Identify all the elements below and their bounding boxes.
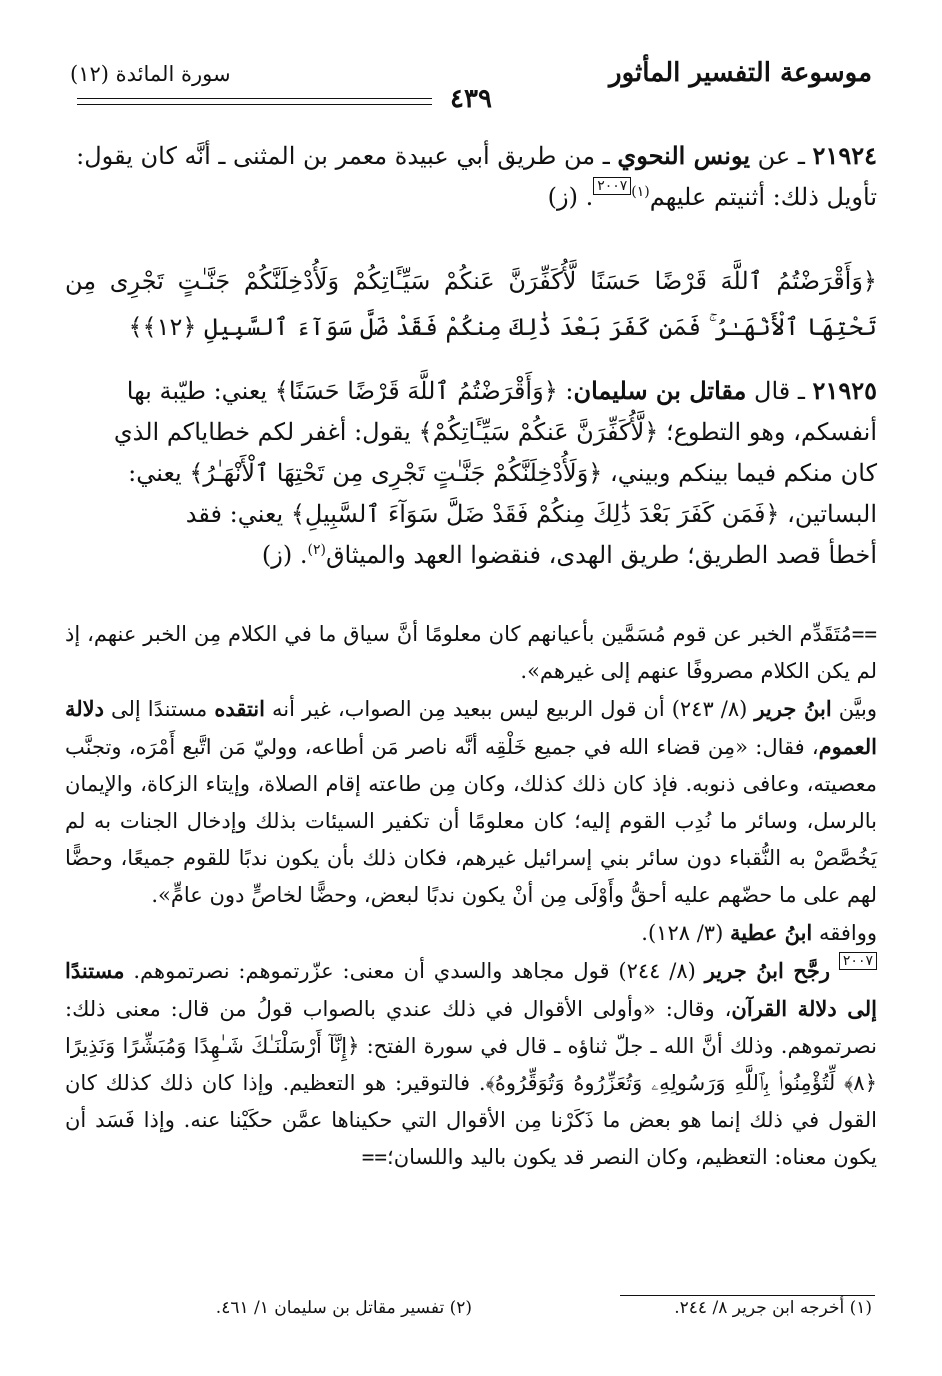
scholar-name: ابنُ عطية [729,920,813,945]
narrator-name: مقاتل بن سليمان [573,376,747,405]
narrator-name: يونس النحوي [617,141,751,170]
footnote-separator [620,1295,875,1296]
note-text: مستندًا إلى [104,697,215,721]
entry-text: ـ عن [750,142,813,170]
entry-text: أخطأ قصد الطريق؛ طريق الهدى، فنقضوا العهد والميثاق [325,541,877,569]
entry-line [65,135,877,177]
note-emphasis: دلالة العموم [65,696,877,759]
note-paragraph [65,616,877,690]
footnote-marker: (١) [631,184,650,200]
note-text: وبيَّن [831,697,877,721]
page-header [70,50,872,114]
entry-text: ـ من طريق أبي عبيدة معمر بن المثنى ـ أنَّه كان يقول: [76,142,618,170]
continuation-mark: == [851,622,877,646]
entry-21925 [65,370,877,576]
note-text: ، وقال: «وأولى الأقوال في ذلك عندي بالصواب قولُ من قال: معنى ذلك: نصرتموهم. وذلك أنَّ الله ـ جلّ ثناؤه ـ قال في سورة الفتح: ﴿إِنَّآ أَرْسَلْنَـٰكَ شَـٰهِدًا وَمُبَشِّرًا وَنَذِيرًا ﴿٨﴾ لِّتُؤْمِنُوا۟ بِٱللَّهِ وَرَسُولِهِۦ وَتُعَزِّرُوهُ وَتُوَقِّرُوهُ﴾. فالتوقير: هو التعظيم. وإذا كان ذلك كذلك كان القول في ذلك إنما هو بعض ما ذَكَرْنا مِن الأقوال التي حكيناها عمَّن حكَيْنا عنه. وإذا فَسَد أن يكون معناه: التعظيم، وكان النصر قد يكون باليد واللسان؛ [65,997,877,1169]
sura-name: سورة المائدة (١٢) [70,62,231,86]
verse-line: ﴿وَأَقْرَضْتُمُ ٱللَّهَ قَرْضًا حَسَنًا لَّأُكَفِّرَنَّ عَنكُمْ سَيِّـَٔاتِكُمْ وَلَأُدْخِلَنَّكُمْ جَنَّـٰتٍ تَجْرِى مِن [65,267,877,295]
entry-line: كان منكم فيما بينكم وبيني، ﴿وَلَأُدْخِلَنَّكُمْ جَنَّـٰتٍ تَجْرِى مِن تَحْتِهَا ٱلْأَنْهَـٰرُ﴾ يعني: [128,459,877,487]
book-title: موسوعة التفسير المأثور [609,58,872,88]
header-rule-left [77,98,432,105]
page-number: ٤٣٩ [442,84,500,114]
cross-ref-box: ٢٠٠٧ [593,177,631,195]
entry-line: البساتين، ﴿فَمَن كَفَرَ بَعْدَ ذَٰلِكَ مِنكُمْ فَقَدْ ضَلَّ سَوَآءَ ٱلسَّبِيلِ﴾ يعني: فقد [185,500,877,528]
note-paragraph [65,914,877,952]
note-text: مُتَقَدِّم الخبر عن قوم مُسَمَّين بأعيانهم كان معلومًا أنَّ سياق ما في الكلام مِن الخبر عنهم، إذ لم يكن الكلام مصروفًا عنهم إلى غيرهم». [65,622,877,683]
entry-21924 [65,135,877,218]
note-text: ، فقال: «مِن قضاء الله في جميع خَلْقِه أنَّه ناصر مَن أطاعه، ووليّ مَن اتَّبع أَمْرَه، وتجنَّب معصيته، وعافى ذنوبه. فإذ كان ذلك كذلك، وكان مِن طاعته إقام الصلاة، وإيتاء الزكاة، والإيمان بالرسل، وسائر ما نُدِب القوم إليه؛ كان معلومًا أن تكفير السيئات بذلك وإدخال الجنات به لم يَخُصَّصْ به النُّقباء دون سائر بني إسرائيل غيرهم، فكان ذلك بأن يكون ندبًا للقوم جميعًا، وحضًّا لهم على ما حضّهم عليه أحقُّ وأَوْلَى مِن أنْ يكون ندبًا لبعض، وحضًّا لخاصٍّ دون عامٍّ». [65,735,877,907]
note-text: ووافقه [812,921,877,945]
note-emphasis: انتقده [214,696,265,721]
note-emphasis: مستندًا إلى دلالة القرآن [65,958,878,1021]
entry-text: . (ز) [547,183,594,211]
note-text [830,959,839,983]
continuation-mark: == [361,1145,388,1169]
entry-number: ٢١٩٢٥ [812,376,877,405]
note-paragraph [65,690,877,914]
entry-line [65,535,877,576]
commentary-notes [65,616,877,1176]
quran-verse [65,258,877,350]
footnote-1: (١) أخرجه ابن جرير ٨/ ٢٤٤. [674,1298,872,1318]
note-paragraph [65,952,877,1176]
entry-line [65,370,877,412]
entry-text: ـ قال [746,377,813,405]
note-text: (٣/ ١٢٨). [641,921,730,945]
scholar-name: رجَّح ابنُ جرير [704,958,831,983]
entry-text: : ﴿وَأَقْرَضْتُمُ ٱللَّهَ قَرْضًا حَسَنًا﴾ يعني: طيّبة بها [126,377,574,405]
entry-line: أنفسكم، وهو التطوع؛ ﴿لَّأُكَفِّرَنَّ عَنكُمْ سَيِّـَٔاتِكُمْ﴾ يقول: أغفر لكم خطاياكم الذي [113,418,877,446]
entry-number: ٢١٩٢٤ [812,141,877,170]
cross-ref-box: ٢٠٠٧ [839,952,877,970]
entry-text: . (ز) [261,541,308,569]
note-text: (٨/ ٢٤٤) قول مجاهد والسدي أن معنى: عزّرتموهم: نصرتموهم. [124,959,705,983]
footnote-marker: (٢) [307,542,326,558]
footnote-2: (٢) تفسير مقاتل بن سليمان ١/ ٤٦١. [215,1298,472,1318]
scholar-name: ابنُ جرير [754,696,832,721]
entry-line [65,177,877,218]
verse-line: تَحْتِهَا ٱلْأَنْهَـٰرُ ۚ فَمَن كَفَرَ بَعْدَ ذَٰلِكَ مِنكُمْ فَقَدْ ضَلَّ سَوَآءَ ٱلسَّبِيلِ ﴿١٢﴾﴾ [128,313,877,341]
entry-text: تأويل ذلك: أثنيتم عليهم [649,183,877,211]
note-text: (٨/ ٢٤٣) أن قول الربيع ليس ببعيد مِن الصواب، غير أنه [264,697,755,721]
